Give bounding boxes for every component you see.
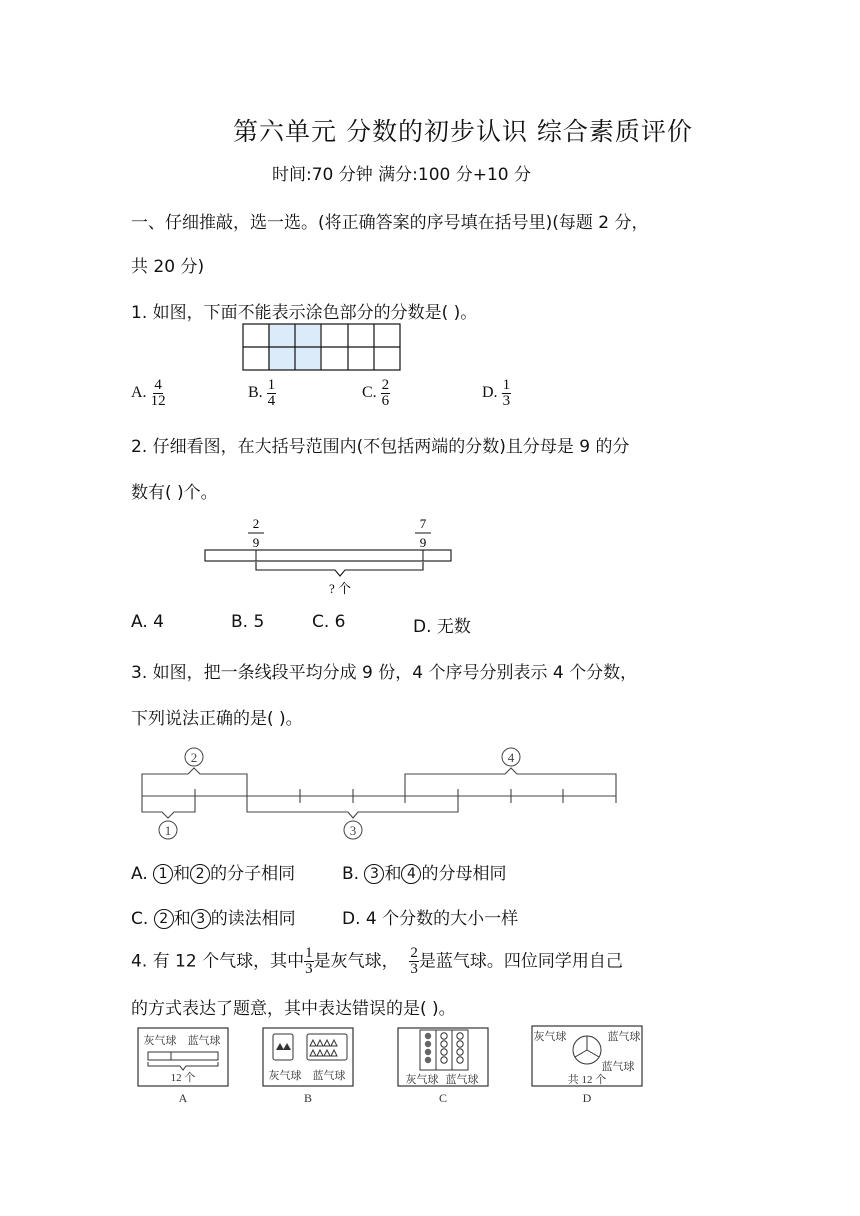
q2-option-b[interactable]: B. 5 — [231, 612, 265, 632]
svg-text:C: C — [438, 1091, 448, 1105]
svg-text:蓝气球: 蓝气球 — [312, 1070, 346, 1082]
svg-text:A: A — [178, 1091, 188, 1105]
svg-text:B: B — [303, 1091, 313, 1105]
question-2-text-cont: 数有( )个。 — [131, 483, 218, 503]
section-heading: 一、仔细推敲，选一选。(将正确答案的序号填在括号里)(每题 2 分， — [131, 213, 649, 233]
q3-option-b[interactable]: B. 3 和 4 的分母相同 — [342, 864, 507, 884]
q2-option-d[interactable]: D. 无数 — [413, 617, 471, 637]
right-denominator: 9 — [419, 535, 427, 550]
mark-2: 2 — [190, 750, 198, 765]
q1-option-c[interactable]: C. $\frac{2}{6}$ — [362, 377, 390, 409]
q2-option-c[interactable]: C. 6 — [312, 612, 346, 632]
q3-option-d[interactable]: D. 4 个分数的大小一样 — [342, 909, 519, 929]
section-heading-cont: 共 20 分) — [131, 257, 205, 277]
question-3-segment-diagram — [136, 744, 622, 842]
exam-info: 时间:70 分钟 满分:100 分+10 分 — [272, 165, 532, 185]
mark-3: 3 — [349, 823, 357, 838]
svg-text:蓝气球: 蓝气球 — [601, 1061, 635, 1073]
q4-figure-d[interactable] — [530, 1024, 646, 1106]
q3-option-a[interactable]: A. 1 和 2 的分子相同 — [131, 864, 296, 884]
q1-option-a[interactable]: A. $\frac{4}{12}$ — [131, 377, 166, 409]
question-3-text: 3. 如图，把一条线段平均分成 9 份，4 个序号分别表示 4 个分数， — [131, 663, 638, 683]
svg-text:蓝气球: 蓝气球 — [445, 1074, 479, 1086]
svg-text:蓝气球: 蓝气球 — [607, 1031, 641, 1043]
question-2-text: 2. 仔细看图，在大括号范围内(不包括两端的分数)且分母是 9 的分 — [131, 437, 630, 457]
q3-option-c[interactable]: C. 2 和 3 的读法相同 — [131, 909, 296, 929]
figure-d-total: 共 12 个 — [567, 1074, 607, 1086]
figure-a-blue-label: 蓝气球 — [187, 1035, 221, 1047]
q4-figure-b[interactable] — [261, 1026, 357, 1106]
mark-4: 4 — [507, 750, 515, 765]
question-1-grid — [240, 322, 404, 372]
left-numerator: 2 — [252, 516, 260, 531]
question-4-text-cont: 的方式表达了题意，其中表达错误的是( )。 — [131, 999, 456, 1019]
svg-text:灰气球: 灰气球 — [405, 1074, 439, 1086]
q4-figure-a[interactable] — [136, 1026, 232, 1106]
figure-a-gray-label: 灰气球 — [143, 1035, 177, 1047]
q1-option-b[interactable]: B. $\frac{1}{4}$ — [248, 377, 276, 409]
question-1-text: 1. 如图，下面不能表示涂色部分的分数是( )。 — [131, 303, 478, 323]
q4-figure-c[interactable] — [396, 1026, 492, 1106]
left-denominator: 9 — [252, 535, 260, 550]
question-2-diagram — [200, 510, 460, 600]
figure-a-total: 12 个 — [170, 1072, 196, 1084]
q1-option-d[interactable]: D. $\frac{1}{3}$ — [482, 377, 511, 409]
q2-option-a[interactable]: A. 4 — [131, 612, 164, 632]
page-title: 第六单元 分数的初步认识 综合素质评价 — [233, 117, 693, 146]
svg-text:D: D — [582, 1091, 592, 1105]
svg-text:灰气球: 灰气球 — [268, 1070, 302, 1082]
mark-1: 1 — [164, 823, 172, 838]
right-numerator: 7 — [419, 516, 427, 531]
question-3-text-cont: 下列说法正确的是( )。 — [131, 709, 303, 729]
svg-text:灰气球: 灰气球 — [533, 1031, 567, 1043]
question-4-text: 4. 有 12 个气球，其中 $\frac{1}{3}$ 是灰气球， $\frac{2}{3}$ 是蓝气球。四位同学用自己 — [131, 945, 623, 977]
brace-label: ? 个 — [328, 581, 352, 596]
